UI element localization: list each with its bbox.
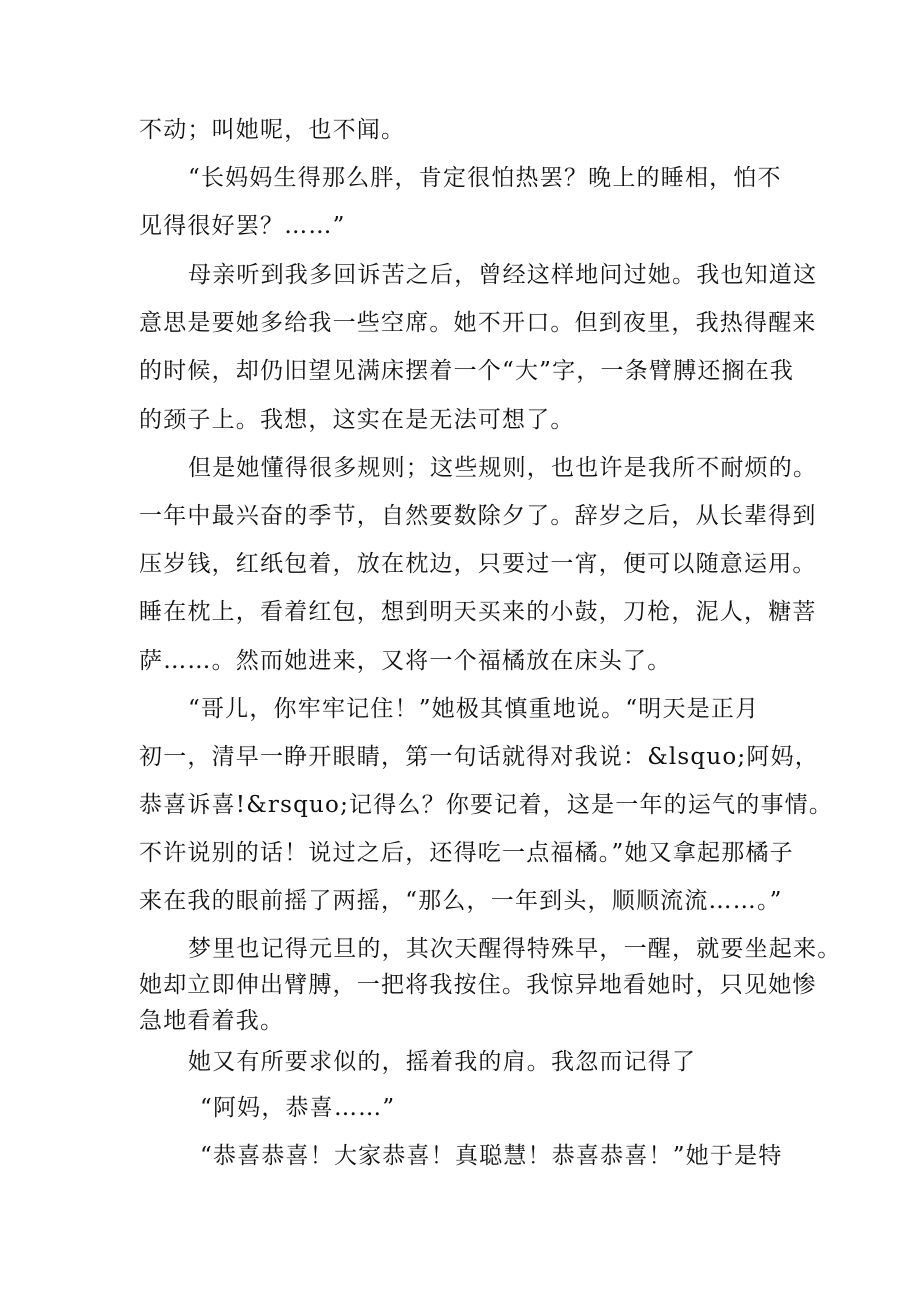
text-line-9: 一年中最兴奋的季节，自然要数除夕了。辞岁之后，从长辈得到 xyxy=(139,503,817,529)
text-line-21: 她又有所要求似的，摇着我的肩。我忽而记得了 xyxy=(188,1049,697,1075)
text-line-18: 梦里也记得元旦的，其次天醒得特殊早，一醒，就要坐起来。 xyxy=(188,936,842,962)
text-line-4: 母亲听到我多回诉苦之后，曾经这样地问过她。我也知道这 xyxy=(188,262,818,288)
text-line-19: 她却立即伸出臂膊，一把将我按住。我惊异地看她时，只见她惨 xyxy=(139,972,817,998)
text-line-22: “阿妈，恭喜……” xyxy=(200,1095,396,1121)
text-line-20: 急地看着我。 xyxy=(139,1008,285,1034)
text-line-8: 但是她懂得很多规则；这些规则，也也许是我所不耐烦的。 xyxy=(188,455,818,481)
text-line-23: “恭喜恭喜！大家恭喜！真聪慧！恭喜恭喜！”她于是特 xyxy=(200,1143,783,1169)
text-line-1: 不动；叫她呢，也不闻。 xyxy=(139,117,406,143)
text-line-5: 意思是要她多给我一些空席。她不开口。但到夜里，我热得醒来 xyxy=(139,310,817,336)
text-line-15: 恭喜诉喜!&rsquo;记得么？你要记着，这是一年的运气的事情。 xyxy=(139,792,834,818)
text-line-12: 萨……。然而她进来，又将一个福橘放在床头了。 xyxy=(139,648,672,674)
text-line-2: “长妈妈生得那么胖，肯定很怕热罢？晚上的睡相，怕不 xyxy=(188,165,782,191)
text-line-6: 的时候，却仍旧望见满床摆着一个“大”字，一条臂膊还搁在我 xyxy=(139,358,795,384)
text-line-14: 初一，清早一睁开眼睛，第一句话就得对我说：&lsquo;阿妈， xyxy=(139,744,819,770)
text-line-10: 压岁钱，红纸包着，放在枕边，只要过一宵，便可以随意运用。 xyxy=(139,551,817,577)
text-line-11: 睡在枕上，看着红包，想到明天买来的小鼓，刀枪，泥人，糖菩 xyxy=(139,599,817,625)
text-line-13: “哥儿，你牢牢记住！”她极其慎重地说。“明天是正月 xyxy=(188,696,760,722)
text-line-17: 来在我的眼前摇了两摇，“那么，一年到头，顺顺流流……。” xyxy=(139,888,783,914)
text-line-3: 见得很好罢？……” xyxy=(139,213,346,239)
text-line-7: 的颈子上。我想，这实在是无法可想了。 xyxy=(139,407,575,433)
text-line-16: 不许说别的话！说过之后，还得吃一点福橘。”她又拿起那橘子 xyxy=(139,840,794,866)
